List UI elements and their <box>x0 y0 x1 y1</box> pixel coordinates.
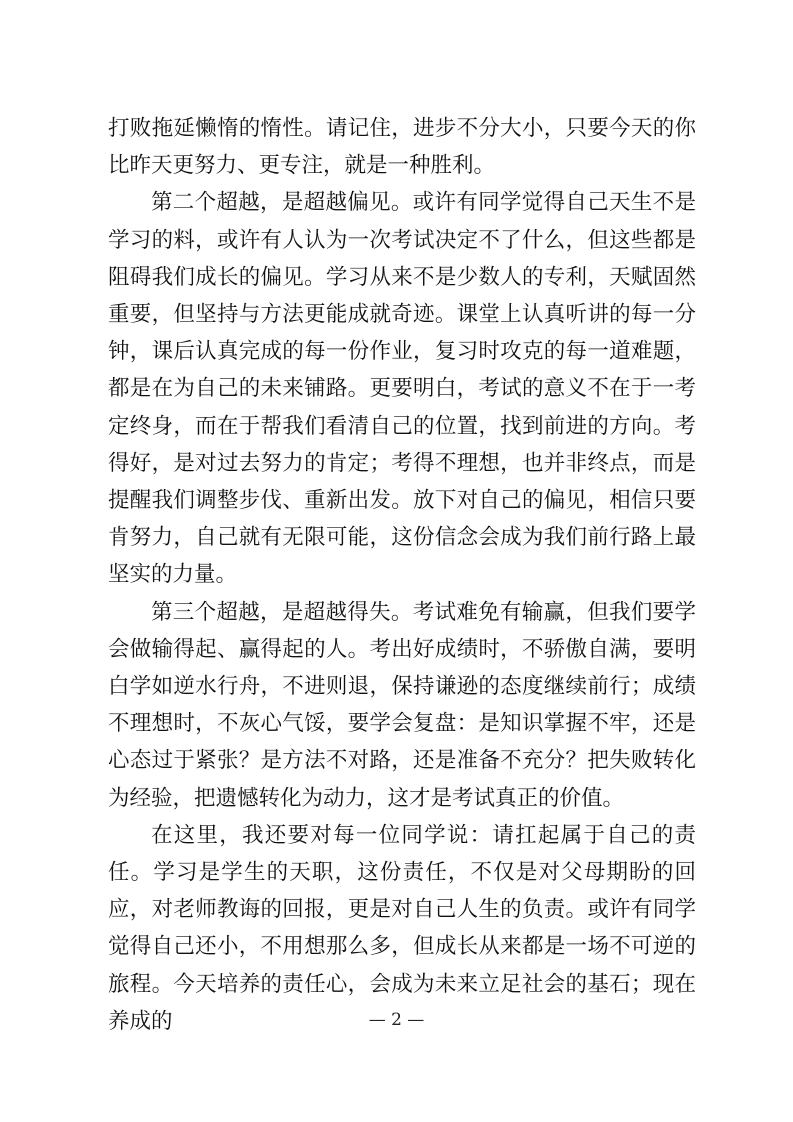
paragraph-continuation: 打败拖延懒惰的惰性。请记住，进步不分大小，只要今天的你比昨天更努力、更专注，就是一种胜利。 <box>108 116 696 179</box>
paragraph-responsibility: 在这里，我还要对每一位同学说：请扛起属于自己的责任。学习是学生的天职，这份责任，不仅是对父母期盼的回应，对老师教诲的回报，更是对自己人生的负责。或许有同学觉得自己还小，不用想那么多，但成长从来都是一场不可逆的旅程。今天培养的责任心，会成为未来立足社会的基石；现在养成的 <box>108 822 696 1034</box>
page-number: — 2 — <box>368 1010 425 1030</box>
paragraph-third-transcendence: 第三个超越，是超越得失。考试难免有输赢，但我们要学会做输得起、赢得起的人。考出好成绩时，不骄傲自满，要明白学如逆水行舟，不进则退，保持谦逊的态度继续前行；成绩不理想时，不灰心气馁，要学会复盘：是知识掌握不牢，还是心态过于紧张？是方法不对路，还是准备不充分？把失败转化为经验，把遗憾转化为动力，这才是考试真正的价值。 <box>108 599 696 811</box>
body-text <box>108 110 696 1040</box>
paragraph-second-transcendence: 第二个超越，是超越偏见。或许有同学觉得自己天生不是学习的料，或许有人认为一次考试决定不了什么，但这些都是阻碍我们成长的偏见。学习从来不是少数人的专利，天赋固然重要，但坚持与方法更能成就奇迹。课堂上认真听讲的每一分钟，课后认真完成的每一份作业，复习时攻克的每一道难题，都是在为自己的未来铺路。更要明白，考试的意义不在于一考定终身，而在于帮我们看清自己的位置，找到前进的方向。考得好，是对过去努力的肯定；考得不理想，也并非终点，而是提醒我们调整步伐、重新出发。放下对自己的偏见，相信只要肯努力，自己就有无限可能，这份信念会成为我们前行路上最坚实的力量。 <box>108 190 696 588</box>
